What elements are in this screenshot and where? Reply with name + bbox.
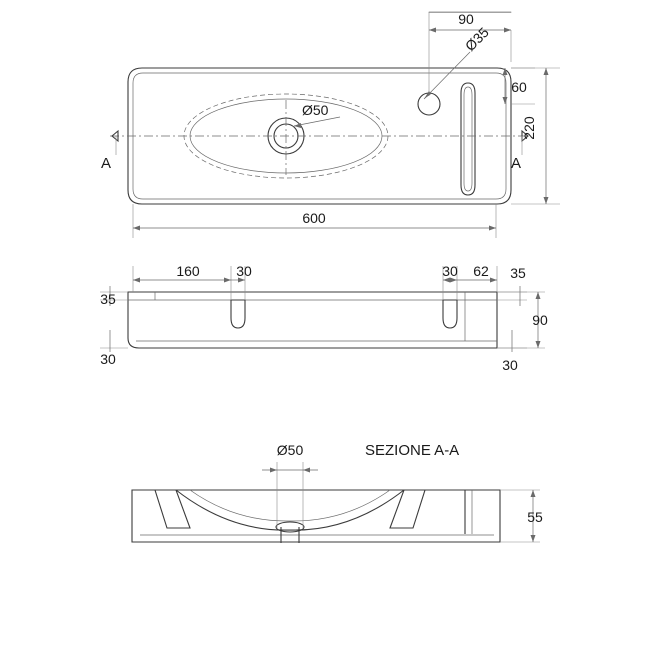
dim-drain-diameter-plan — [294, 102, 340, 128]
section-mark-left — [101, 131, 118, 172]
dim-35-right-label: 35 — [510, 265, 526, 281]
dim-30-bottom-left-label: 30 — [100, 351, 116, 367]
dim-60-label: 60 — [511, 79, 527, 95]
dim-160 — [133, 263, 231, 300]
dim-width-600 — [133, 204, 496, 238]
dim-d35-label: Ø35 — [461, 24, 492, 55]
dim-tap-hole-diameter — [424, 24, 492, 99]
dim-62-label: 62 — [473, 263, 489, 279]
dim-55 — [500, 490, 543, 542]
dim-35-left-label: 35 — [100, 291, 116, 307]
section-left-wall — [155, 490, 190, 528]
dim-drain-diameter-section — [262, 442, 318, 528]
dim-35-right — [497, 265, 527, 306]
dim-160-label: 160 — [176, 263, 200, 279]
dim-62 — [457, 263, 497, 292]
section-right-wall — [390, 490, 425, 528]
overflow-slot-plan — [461, 83, 475, 195]
front-right-boss — [443, 300, 457, 328]
dim-30-bottom-left — [100, 330, 128, 367]
dim-30-bottom-right — [497, 330, 527, 373]
dim-35-left — [100, 286, 128, 307]
front-left-boss — [231, 300, 245, 328]
dim-220-label: 220 — [521, 116, 537, 140]
overflow-slot-plan-inner — [464, 87, 472, 191]
dim-tap-offset-y — [503, 68, 536, 104]
front-view — [100, 263, 548, 373]
tap-hole-plan — [418, 93, 440, 115]
section-mark-right-label: A — [510, 155, 522, 172]
dim-90-height-label: 90 — [532, 312, 548, 328]
section-bowl-curve — [176, 490, 404, 530]
plan-view — [101, 11, 560, 238]
dim-30-right-label: 30 — [442, 263, 458, 279]
dim-d50-plan-label: Ø50 — [302, 102, 329, 118]
basin-outline-front — [128, 292, 497, 348]
dim-90-label: 90 — [458, 11, 474, 27]
dim-90 — [497, 292, 548, 348]
dim-55-label: 55 — [527, 509, 543, 525]
section-view — [132, 442, 543, 543]
section-mark-left-label: A — [100, 155, 112, 172]
dim-600-label: 600 — [302, 210, 326, 226]
dim-30-right — [442, 263, 458, 300]
dim-30-left-label: 30 — [236, 263, 252, 279]
dim-30-left — [231, 263, 252, 300]
dim-30-bottom-right-label: 30 — [502, 357, 518, 373]
dim-d50-section-label: Ø50 — [276, 442, 304, 458]
section-title: SEZIONE A-A — [365, 442, 460, 459]
